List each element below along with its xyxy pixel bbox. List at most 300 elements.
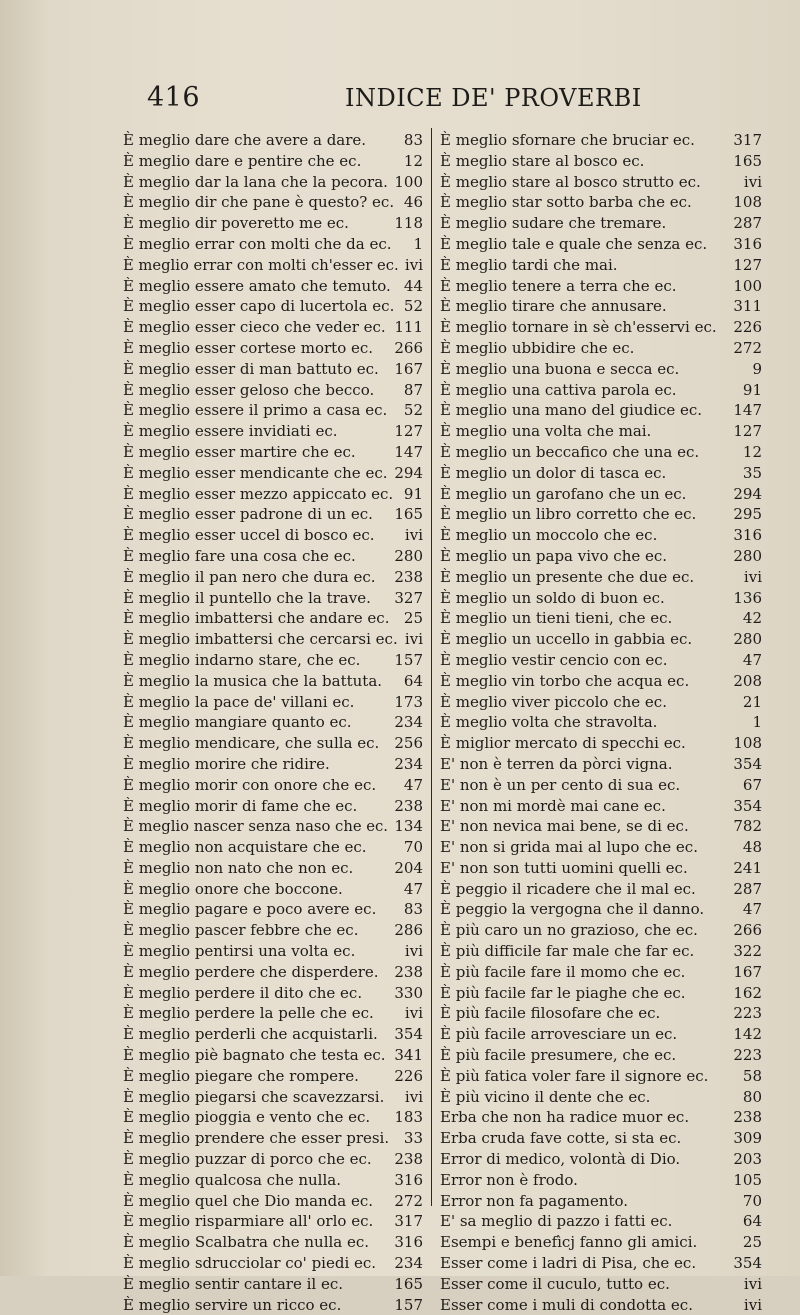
page-reference: 354 <box>733 796 762 815</box>
page-reference: 167 <box>394 359 423 378</box>
index-entry <box>123 442 423 463</box>
proverb-text: È più facile presumere, che ec. <box>440 1046 677 1065</box>
proverb-text: È meglio errar con molti ch'esser ec. <box>123 255 399 274</box>
proverb-text: È meglio piè bagnato che testa ec. <box>123 1046 386 1065</box>
proverb-text: È meglio qualcosa che nulla. <box>123 1170 341 1189</box>
index-entry <box>440 1232 762 1253</box>
index-entry <box>123 504 423 525</box>
proverb-text: È meglio il puntello che la trave. <box>123 588 371 607</box>
index-entry <box>123 234 423 255</box>
page-reference: 52 <box>403 297 423 316</box>
proverb-text: È meglio perdere la pelle che ec. <box>123 1004 374 1023</box>
index-entry <box>440 1253 762 1274</box>
proverb-text: È meglio indarno stare, che ec. <box>123 650 361 669</box>
page-reference: 47 <box>403 775 423 794</box>
proverb-text: È meglio mendicare, che sulla ec. <box>123 734 380 753</box>
page-reference: 64 <box>403 671 423 690</box>
proverb-text: È meglio esser mezzo appiccato ec. <box>123 484 394 503</box>
index-entry <box>123 567 423 588</box>
proverb-text: È meglio non acquistare che ec. <box>123 838 367 857</box>
page-reference: 46 <box>403 193 423 212</box>
page-reference: 238 <box>394 796 423 815</box>
index-entry <box>123 775 423 796</box>
page-reference: 25 <box>742 1233 762 1252</box>
page-reference: 286 <box>394 921 423 940</box>
index-entry <box>123 130 423 151</box>
page-reference: 354 <box>733 1254 762 1273</box>
index-entry <box>440 546 762 567</box>
page-reference: 223 <box>733 1046 762 1065</box>
index-entry <box>440 733 762 754</box>
page-reference: 272 <box>733 338 762 357</box>
page-reference: 25 <box>403 609 423 628</box>
page-reference: ivi <box>404 1004 423 1023</box>
proverb-text: È meglio un dolor di tasca ec. <box>440 463 667 482</box>
page-reference: 157 <box>394 1295 423 1314</box>
index-entry <box>440 317 762 338</box>
proverb-text: È meglio una volta che mai. <box>440 422 652 441</box>
proverb-text: È meglio imbattersi che cercarsi ec. <box>123 630 398 649</box>
proverb-text: È meglio esser uccel di bosco ec. <box>123 526 375 545</box>
proverb-text: È meglio mangiare quanto ec. <box>123 713 352 732</box>
page-reference: 782 <box>733 817 762 836</box>
index-entry <box>440 1274 762 1295</box>
page-reference: 127 <box>733 255 762 274</box>
proverb-text: È meglio esser geloso che becco. <box>123 380 375 399</box>
page-reference: 91 <box>403 484 423 503</box>
proverb-text: E' non si grida mai al lupo che ec. <box>440 838 698 857</box>
index-entry <box>440 525 762 546</box>
page-reference: 100 <box>394 172 423 191</box>
proverb-text: È più fatica voler fare il signore ec. <box>440 1066 709 1085</box>
page-reference: 64 <box>742 1212 762 1231</box>
index-entry <box>123 920 423 941</box>
page-reference: 80 <box>742 1087 762 1106</box>
index-entry <box>440 879 762 900</box>
proverb-text: È meglio il pan nero che dura ec. <box>123 567 376 586</box>
index-entry <box>440 650 762 671</box>
page-reference: 272 <box>394 1191 423 1210</box>
page-reference: 280 <box>394 546 423 565</box>
index-entry <box>440 1149 762 1170</box>
page-reference: 327 <box>394 588 423 607</box>
index-entry <box>123 1295 423 1315</box>
page-reference: 136 <box>733 588 762 607</box>
index-entry <box>123 692 423 713</box>
index-entry <box>123 421 423 442</box>
proverb-text: È meglio dar la lana che la pecora. <box>123 172 388 191</box>
page-reference: 165 <box>394 505 423 524</box>
index-entry <box>440 775 762 796</box>
page-reference: 47 <box>742 650 762 669</box>
index-entry <box>123 546 423 567</box>
page-reference: 58 <box>742 1066 762 1085</box>
page-reference: 322 <box>733 942 762 961</box>
page-reference: 266 <box>394 338 423 357</box>
index-entry <box>123 276 423 297</box>
page-reference: 87 <box>403 380 423 399</box>
page-reference: 165 <box>394 1274 423 1293</box>
proverb-text: È meglio pioggia e vento che ec. <box>123 1108 371 1127</box>
index-entry <box>123 172 423 193</box>
proverb-text: È meglio sentir cantare il ec. <box>123 1274 344 1293</box>
index-entry <box>440 608 762 629</box>
page-reference: ivi <box>404 255 423 274</box>
proverb-text: È meglio sfornare che bruciar ec. <box>440 131 695 149</box>
proverb-text: È meglio stare al bosco ec. <box>440 151 645 170</box>
index-entry <box>440 359 762 380</box>
page-reference: ivi <box>404 942 423 961</box>
proverb-text: È più facile fare il momo che ec. <box>440 962 686 981</box>
page-reference: 238 <box>394 567 423 586</box>
index-entry <box>440 130 762 151</box>
index-entry <box>123 1087 423 1108</box>
index-entry <box>123 1128 423 1149</box>
page-reference: 183 <box>394 1108 423 1127</box>
column-divider <box>431 128 432 1206</box>
page-reference: 234 <box>394 754 423 773</box>
proverb-text: È meglio tale e quale che senza ec. <box>440 234 708 253</box>
page-reference: 108 <box>733 193 762 212</box>
page-reference: 238 <box>733 1108 762 1127</box>
index-entry <box>123 1045 423 1066</box>
proverb-text: È meglio tirare che annusare. <box>440 297 667 316</box>
index-entry <box>440 463 762 484</box>
index-entry <box>123 837 423 858</box>
index-entry <box>123 1170 423 1191</box>
proverb-text: Erba cruda fave cotte, si sta ec. <box>440 1129 682 1148</box>
running-title: INDICE DE' PROVERBI <box>345 84 642 112</box>
index-entry <box>123 338 423 359</box>
page-reference: ivi <box>743 567 762 586</box>
index-entry <box>440 192 762 213</box>
proverb-text: È meglio vin torbo che acqua ec. <box>440 671 690 690</box>
proverb-text: È meglio un libro corretto che ec. <box>440 505 697 524</box>
page-reference: 1 <box>413 234 423 253</box>
proverb-text: È meglio imbattersi che andare ec. <box>123 609 390 628</box>
proverb-text: È meglio prendere che esser presi. <box>123 1129 390 1148</box>
page-reference: 70 <box>403 838 423 857</box>
page-reference: 111 <box>394 318 423 337</box>
proverb-text: È meglio esser capo di lucertola ec. <box>123 297 395 316</box>
index-entry <box>123 1107 423 1128</box>
proverb-text: È più caro un no grazioso, che ec. <box>440 921 698 940</box>
page-reference: 354 <box>394 1025 423 1044</box>
proverb-text: E' non mi mordè mai cane ec. <box>440 796 666 815</box>
index-entry <box>440 1128 762 1149</box>
page-reference: 142 <box>733 1025 762 1044</box>
page-reference: 234 <box>394 1254 423 1273</box>
index-entry <box>123 1191 423 1212</box>
page-reference: 9 <box>752 359 762 378</box>
proverb-text: È meglio vestir cencio con ec. <box>440 650 668 669</box>
proverb-text: È miglior mercato di specchi ec. <box>440 734 686 753</box>
page-reference: 311 <box>733 297 762 316</box>
page-reference: 165 <box>733 151 762 170</box>
proverb-text: È meglio Scalbatra che nulla ec. <box>123 1233 370 1252</box>
proverb-text: È meglio esser di man battuto ec. <box>123 359 379 378</box>
index-entry <box>123 816 423 837</box>
page-reference: 162 <box>733 983 762 1002</box>
proverb-text: È meglio esser padrone di un ec. <box>123 505 373 524</box>
page-reference: 294 <box>394 463 423 482</box>
proverb-text: È meglio fare una cosa che ec. <box>123 546 356 565</box>
index-entry <box>440 276 762 297</box>
index-entry <box>440 380 762 401</box>
proverb-text: È meglio tenere a terra che ec. <box>440 276 677 295</box>
page-reference: 287 <box>733 879 762 898</box>
index-entry <box>440 712 762 733</box>
page-reference: 127 <box>394 422 423 441</box>
proverb-text: È meglio dir poveretto me ec. <box>123 214 349 233</box>
proverb-text: Esser come i ladri di Pisa, che ec. <box>440 1254 697 1273</box>
index-entry <box>123 608 423 629</box>
proverb-text: È meglio star sotto barba che ec. <box>440 193 692 212</box>
page-reference: 35 <box>742 463 762 482</box>
proverb-text: È meglio perdere che disperdere. <box>123 962 379 981</box>
proverb-text: È meglio tornare in sè ch'esservi ec. <box>440 318 717 337</box>
page-reference: 100 <box>733 276 762 295</box>
page-reference: 309 <box>733 1129 762 1148</box>
proverb-text: È meglio un moccolo che ec. <box>440 526 658 545</box>
index-entry <box>123 650 423 671</box>
index-entry <box>440 920 762 941</box>
index-entry <box>123 796 423 817</box>
page-reference: 256 <box>394 734 423 753</box>
proverb-text: È meglio morir con onore che ec. <box>123 775 377 794</box>
index-entry <box>123 484 423 505</box>
proverb-text: È meglio un uccello in gabbia ec. <box>440 630 693 649</box>
index-entry <box>440 151 762 172</box>
index-entry <box>440 442 762 463</box>
page-reference: 33 <box>403 1129 423 1148</box>
page-reference: 294 <box>733 484 762 503</box>
page-reference: 316 <box>733 526 762 545</box>
index-entry <box>123 712 423 733</box>
page-reference: 147 <box>733 401 762 420</box>
index-entry <box>440 1087 762 1108</box>
index-entry <box>123 359 423 380</box>
page-reference: 52 <box>403 401 423 420</box>
proverb-text: È meglio un presente che due ec. <box>440 567 695 586</box>
index-entry <box>123 192 423 213</box>
proverb-text: È meglio un tieni tieni, che ec. <box>440 609 673 628</box>
page-reference: 330 <box>394 983 423 1002</box>
page-reference: 280 <box>733 630 762 649</box>
index-entry <box>123 754 423 775</box>
proverb-text: È meglio un soldo di buon ec. <box>440 588 665 607</box>
proverb-text: È peggio la vergogna che il danno. <box>440 900 705 919</box>
proverb-text: È meglio una mano del giudice ec. <box>440 401 703 420</box>
index-entry <box>440 1066 762 1087</box>
page-reference: 70 <box>742 1191 762 1210</box>
index-entry <box>123 525 423 546</box>
proverb-text: È meglio una buona e secca ec. <box>440 359 680 378</box>
index-entry <box>440 629 762 650</box>
proverb-text: È meglio una cattiva parola ec. <box>440 380 677 399</box>
proverb-text: È meglio morir di fame che ec. <box>123 796 358 815</box>
proverb-text: È più vicino il dente che ec. <box>440 1087 651 1106</box>
proverb-text: E' non nevica mai bene, se di ec. <box>440 817 689 836</box>
page-reference: 91 <box>742 380 762 399</box>
index-entry <box>440 796 762 817</box>
page-reference: 317 <box>733 131 762 149</box>
index-entry <box>123 1253 423 1274</box>
page-reference: ivi <box>743 1295 762 1314</box>
proverb-text: È meglio esser cieco che veder ec. <box>123 318 386 337</box>
index-entry <box>440 255 762 276</box>
page-reference: ivi <box>404 1087 423 1106</box>
page-reference: 238 <box>394 1150 423 1169</box>
index-entry <box>123 879 423 900</box>
index-entry <box>440 213 762 234</box>
proverb-text: È meglio nascer senza naso che ec. <box>123 817 389 836</box>
page-reference: 118 <box>394 214 423 233</box>
page-reference: 12 <box>742 442 762 461</box>
page-reference: 223 <box>733 1004 762 1023</box>
proverb-text: È meglio servire un ricco ec. <box>123 1295 342 1314</box>
page-reference: 226 <box>394 1066 423 1085</box>
proverb-text: E' non è un per cento di sua ec. <box>440 775 681 794</box>
page-reference: 47 <box>742 900 762 919</box>
proverb-text: E' non son tutti uomini quelli ec. <box>440 858 688 877</box>
proverb-text: È meglio non nato che non ec. <box>123 858 354 877</box>
proverb-text: È meglio esser cortese morto ec. <box>123 338 374 357</box>
page-reference: 147 <box>394 442 423 461</box>
proverb-text: È meglio essere il primo a casa ec. <box>123 401 388 420</box>
page-reference: 157 <box>394 650 423 669</box>
page-number: 416 <box>147 82 201 113</box>
proverb-text: È più facile far le piaghe che ec. <box>440 983 686 1002</box>
proverb-text: Esser come i muli di condotta ec. <box>440 1295 693 1314</box>
index-entry <box>440 941 762 962</box>
index-entry <box>440 1003 762 1024</box>
index-entry <box>123 151 423 172</box>
index-entry <box>123 1066 423 1087</box>
index-entry <box>440 234 762 255</box>
page-reference: 47 <box>403 879 423 898</box>
proverb-text: È meglio perderli che acquistarli. <box>123 1025 378 1044</box>
index-entry <box>123 400 423 421</box>
index-entry <box>440 1211 762 1232</box>
index-entry <box>123 1149 423 1170</box>
index-entry <box>123 858 423 879</box>
page-reference: 280 <box>733 546 762 565</box>
index-entry <box>123 983 423 1004</box>
index-entry <box>440 504 762 525</box>
page-reference: 234 <box>394 713 423 732</box>
index-entry <box>440 1024 762 1045</box>
page-reference: 226 <box>733 318 762 337</box>
index-entry <box>123 296 423 317</box>
index-entry <box>123 255 423 276</box>
index-entry <box>440 858 762 879</box>
proverb-text: È più difficile far male che far ec. <box>440 942 695 961</box>
page-reference: 83 <box>403 131 423 149</box>
proverb-text: È meglio errar con molti che da ec. <box>123 234 392 253</box>
proverb-text: È peggio il ricadere che il mal ec. <box>440 879 696 898</box>
index-entry <box>440 1295 762 1315</box>
index-entry <box>440 754 762 775</box>
proverb-text: È meglio piegare che rompere. <box>123 1066 359 1085</box>
page-reference: 354 <box>733 754 762 773</box>
index-entry <box>440 421 762 442</box>
index-entry <box>440 400 762 421</box>
index-entry <box>123 962 423 983</box>
index-entry <box>440 983 762 1004</box>
proverb-text: È meglio sudare che tremare. <box>440 214 667 233</box>
page-reference: 42 <box>742 609 762 628</box>
page-reference: 67 <box>742 775 762 794</box>
page-reference: 48 <box>742 838 762 857</box>
proverb-text: È più facile arrovesciare un ec. <box>440 1025 678 1044</box>
index-entry <box>440 296 762 317</box>
page-reference: ivi <box>743 172 762 191</box>
index-entry <box>440 1170 762 1191</box>
page-reference: 44 <box>403 276 423 295</box>
proverb-text: È meglio pascer febbre che ec. <box>123 921 359 940</box>
proverb-text: È meglio ubbidire che ec. <box>440 338 635 357</box>
page-reference: 341 <box>394 1046 423 1065</box>
index-entry <box>440 484 762 505</box>
proverb-text: Erba che non ha radice muor ec. <box>440 1108 690 1127</box>
proverb-text: È meglio dir che pane è questo? ec. <box>123 193 395 212</box>
index-entry <box>123 899 423 920</box>
index-entry <box>440 899 762 920</box>
proverb-text: E' non è terren da pòrci vigna. <box>440 754 673 773</box>
index-entry <box>123 588 423 609</box>
index-entry <box>123 629 423 650</box>
index-entry <box>123 317 423 338</box>
page-reference: 317 <box>394 1212 423 1231</box>
page-reference: 208 <box>733 671 762 690</box>
index-entry <box>440 816 762 837</box>
proverb-text: Error non fa pagamento. <box>440 1191 629 1210</box>
proverb-text: È meglio un beccafico che una ec. <box>440 442 700 461</box>
proverb-text: È meglio la musica che la battuta. <box>123 671 383 690</box>
page-reference: 287 <box>733 214 762 233</box>
proverb-text: È meglio tardi che mai. <box>440 255 618 274</box>
proverb-text: È meglio morire che ridire. <box>123 754 330 773</box>
proverb-text: È meglio piegarsi che scavezzarsi. <box>123 1087 385 1106</box>
proverb-text: È meglio esser martire che ec. <box>123 442 356 461</box>
index-entry <box>440 172 762 193</box>
index-entry <box>123 213 423 234</box>
proverb-text: Error di medico, volontà di Dio. <box>440 1150 681 1169</box>
proverb-text: È meglio stare al bosco strutto ec. <box>440 172 701 191</box>
left-index-column <box>123 130 423 1315</box>
page-reference: 21 <box>742 692 762 711</box>
page-reference: 108 <box>733 734 762 753</box>
index-entry <box>123 1232 423 1253</box>
index-entry <box>123 733 423 754</box>
page-reference: ivi <box>404 630 423 649</box>
proverb-text: È meglio essere invidiati ec. <box>123 422 338 441</box>
index-entry <box>123 1211 423 1232</box>
index-entry <box>440 1191 762 1212</box>
proverb-text: È meglio pentirsi una volta ec. <box>123 942 356 961</box>
proverb-text: È meglio perdere il dito che ec. <box>123 983 363 1002</box>
index-entry <box>440 692 762 713</box>
page-reference: 83 <box>403 900 423 919</box>
page-reference: 238 <box>394 962 423 981</box>
page-reference: 167 <box>733 962 762 981</box>
page-reference: 266 <box>733 921 762 940</box>
index-entry <box>123 1024 423 1045</box>
page-reference: 295 <box>733 505 762 524</box>
index-entry <box>440 567 762 588</box>
index-entry <box>123 1003 423 1024</box>
